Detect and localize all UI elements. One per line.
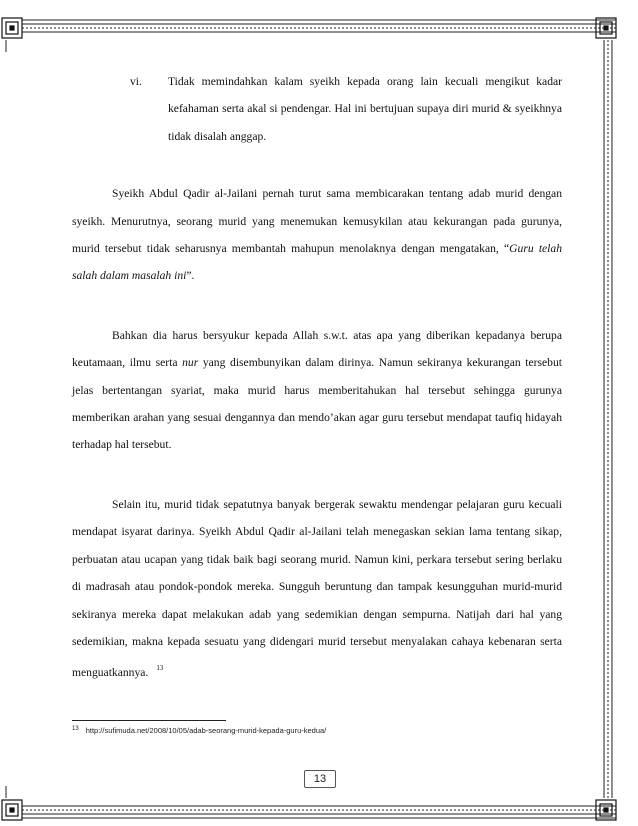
paragraph-2-italic: nur xyxy=(182,356,199,370)
paragraph-1-end: ”. xyxy=(186,269,195,283)
page-content xyxy=(72,68,562,719)
paragraph-2-end: yang disembunyikan dalam dirinya. Namun sekiranya kekurangan tersebut jelas bertentangan syariat, maka murid harus memberitahukan hal tersebut sehingga gurunya memberikan arahan yang sesuai dengannya dan mendo’akan agar guru tersebut mendapat taufiq hidayah terhadap hal tersebut. xyxy=(72,356,562,452)
paragraph-1-quote: Guru telah salah dalam masalah ini xyxy=(72,242,562,283)
page-number: 13 xyxy=(304,770,336,788)
footnote-url[interactable]: http://sufimuda.net/2008/10/05/adab-seorang-murid-kepada-guru-kedua/ xyxy=(85,726,327,735)
paragraph-1 xyxy=(72,180,562,290)
paragraph-3 xyxy=(72,491,562,687)
paragraph-2-text: Bahkan dia harus bersyukur kepada Allah s.w.t. atas apa yang diberikan kepadanya berupa keutamaan, ilmu serta xyxy=(72,328,562,370)
corner-ornament-top-left xyxy=(2,18,22,38)
corner-ornament-bottom-left xyxy=(2,800,22,820)
list-item-vi xyxy=(72,68,562,150)
footnote-reference[interactable]: 13 xyxy=(156,664,164,673)
footnote-number: 13 xyxy=(72,726,79,732)
footnote-divider xyxy=(72,720,226,721)
paragraph-3-text: Selain itu, murid tidak sepatutnya banyak bergerak sewaktu mendengar pelajaran guru kecuali mendapat isyarat darinya. Syeikh Abdul Qadir al-Jailani telah menegaskan sekian lama tentang sikap, perbuatan atau ucapan yang tidak baik bagi seorang murid. Namun kini, perkara tersebut sering berlaku di madrasah atau pondok-pondok mereka. Sungguh beruntung dan tampak kesungguhan murid-murid sekiranya mereka dapat melakukan adab yang sedemikian dengan sempurna. Natijah dari hal yang sedemikian, makna kepada sesuatu yang didengari murid tersebut menyalakan cahaya kebenaran serta menguatkannya. xyxy=(72,497,562,680)
paragraph-1-text: Syeikh Abdul Qadir al-Jailani pernah turut sama membicarakan tentang adab murid dengan syeikh. Menurutnya, seorang murid yang menemukan kemusykilan atau kekurangan pada gurunya, murid tersebut tidak seharusnya membantah mahupun menolaknya dengan mengatakan, “ xyxy=(72,187,562,256)
paragraph-2 xyxy=(72,322,562,459)
list-item-number: vi. xyxy=(130,75,142,88)
list-item-text: Tidak memindahkan kalam syeikh kepada orang lain kecuali mengikut kadar kefahaman serta akal si pendengar. Hal ini bertujuan supaya diri murid & syeikhnya tidak disalah anggap. xyxy=(168,75,562,143)
footnote xyxy=(72,726,326,735)
